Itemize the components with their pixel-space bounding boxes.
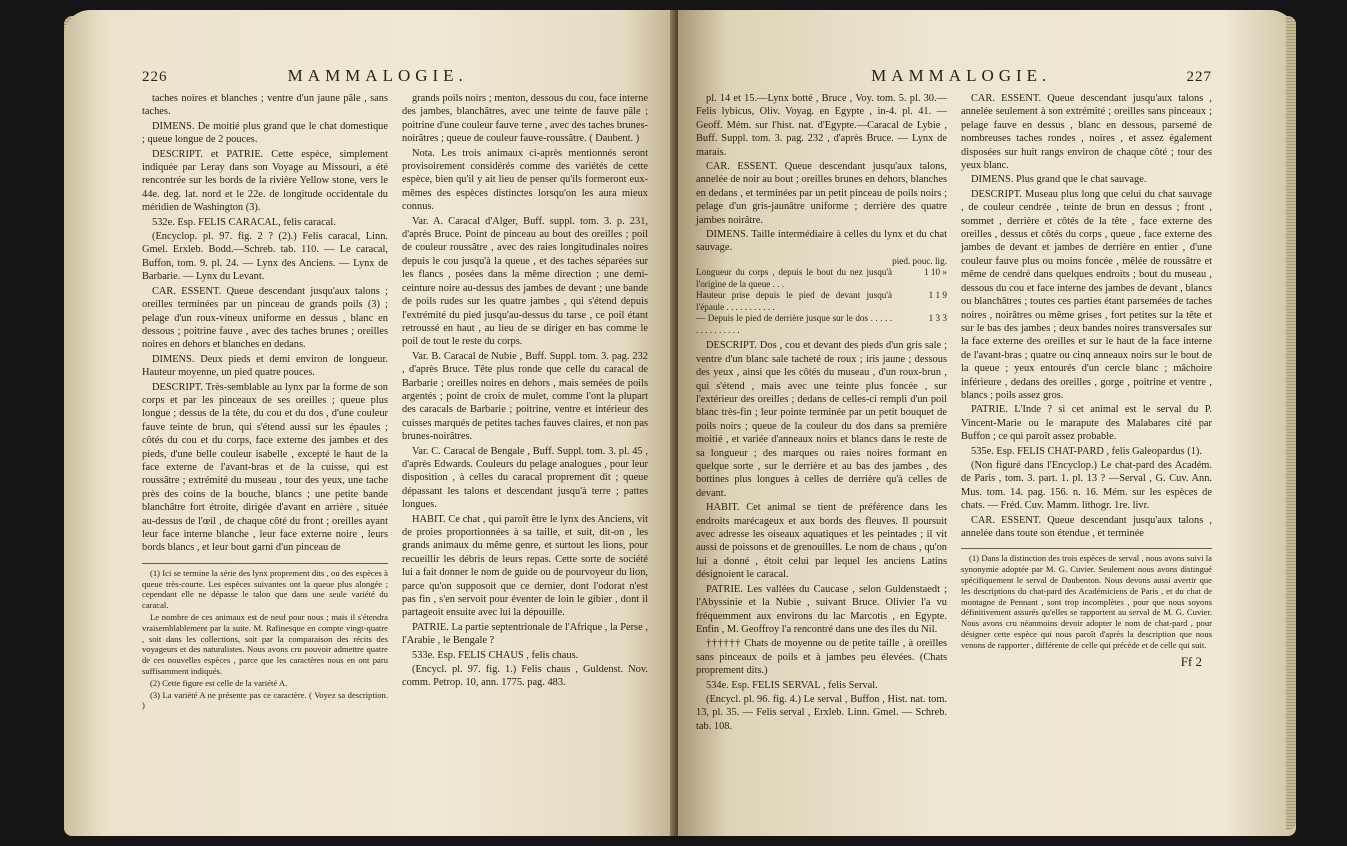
paragraph: DESCRIPT. et PATRIE. Cette espèce, simplement indiquée par Leray dans son Voyage au Missouri, a été rencontrée sur les bords de la rivière Yellow stone, vers le 44e. deg. lat. nord et le 22e. de longitude occidentale du méridien de Washington (3). [142,148,388,214]
paragraph: DESCRIPT. Dos , cou et devant des pieds d'un gris sale ; ventre d'un blanc sale tacheté de roux ; iris jaune ; dessous des yeux , ainsi que les côtés du museau , d'un roux-brun , qui s'étend , mais avec une teinte plus foncée , sur l'extérieur des oreilles ; dedans de celles-ci rempli d'un poil blanc très-fin ; leur pointe terminée par un petit bouquet de poils noirs ; queue de la couleur du dos dans sa première moitié , et variée d'anneaux noirs et blancs dans le reste de sa longueur ; des marques ou raies noires formant en quelque sorte , sur le derrière et au bas des jambes , des bottines plus longues à celles de derrière qu'à celles de devant. [696,340,947,499]
left-col2-text [402,92,648,690]
left-page-header [142,66,648,86]
paragraph: Nota. Les trois animaux ci-après mentionnés seront provisoirement considérés comme des variétés de cette espèce, bien qu'il y ait lieu de penser qu'ils formeront eux-mêmes des espèces distinctes lorsqu'on les aura mieux connus. [402,147,648,213]
right-columns [696,92,1212,734]
paragraph: DESCRIPT. Très-semblable au lynx par la forme de son corps et par les pinceaux de ses oreilles ; queue plus longue ; dessus de la tête, du cou et du dos , d'une couleur fauve teinte de brun, qui s'étend aussi sur les épaules ; côtés du cou et du corps, face externe des jambes et des pieds, d'une belle couleur isabelle , excepté le haut de la face externe de l'avant-bras et de la cuisse, qui est roussâtre ; extrémité du museau , tour des yeux, une tache près des coins de la bouche, blancs ; une petite bande blanchâtre fort étroite, dirigée d'avant en arrière , située au-dessus de l'œil , de chaque côté du front ; oreilles ayant leur face interne blanche , leur face externe noire , leurs bords blancs , et leur bout garni d'un pinceau de [142,381,388,554]
right-page-number: 227 [1186,69,1212,85]
paragraph: PATRIE. Les vallées du Caucase , selon Guldenstaedt ; l'Abyssinie et la Nubie , suivant Bruce. Olivier l'a vu fréquemment aux environs du lac Marcotis , en Egypte. Enfin , M. Geoffroy l'a rencontré dans une des îles du Nil. [696,583,947,635]
paragraph: (Encyclop. pl. 97. fig. 2 ? (2).) Felis caracal, Linn. Gmel. Erxleb. Bodd.—Schreb. tab. 110. — Le caracal, Buffon, tom. 9. pl. 24. — Lynx des Anciens. — Lynx de Barbarie. — Lynx du Levant. [142,231,388,283]
paragraph: †††††† Chats de moyenne ou de petite taille , à oreilles sans pinceaux de poils et à jambes peu élevées. (Chats proprement dits.) [696,638,947,677]
left-col1-footnotes [142,563,388,711]
measurement-label: Hauteur prise depuis le pied de devant jusqu'à l'épaule . . . . . . . . . . . [696,290,893,312]
right-col2-text [961,92,1212,540]
paragraph: DESCRIPT. Museau plus long que celui du chat sauvage , de couleur cendrée , teinte de brun en dessus ; front , sommet , derrière et côtés de la tête , face externe des oreilles , dessus et côtés du corps , queue , face externe des jambes de devant et jambes de derrière en entier , d'une couleur fauve plus ou moins foncée , mêlée de roussâtre et même de cendré dans quelques endroits ; bout du museau , dessous du cou et face interne des jambes de devant , blancs ou blanchâtres ; toutes ces parties étant parsemées de taches noires , noirâtres ou même grises , fort petites sur la tête et sur le bas des jambes ; deux bandes noires transversales sur la face externe des oreilles et sur le haut de la face interne de l'avant-bras ; quatre ou cinq anneaux noirs sur le bout de la queue ; yeux entourés d'un cercle blanc ; mâchoire inférieure , dedans des oreilles , gorge , poitrine et ventre , blancs ; poils assez gros. [961,188,1212,401]
paragraph: 535e. Esp. FELIS CHAT-PARD , felis Galeopardus (1). [971,445,1202,457]
paragraph: 533e. Esp. FELIS CHAUS , felis chaus. [412,649,579,661]
paragraph: CAR. ESSENT. Queue descendant jusqu'aux talons, annelée de noir au bout ; oreilles brunes en dehors, blanches en dedans , et terminées par un petit pinceau de poils noirs ; pelage d'un gris-jaunâtre uniforme ; derrière des quatre jambes noirâtre. [696,161,947,226]
left-page-number: 226 [142,69,168,85]
left-columns [142,92,648,712]
signature-mark: Ff 2 [1180,653,1202,669]
right-col1-text-after [696,339,947,733]
paragraph: (3) La variété A ne présente pas ce caractère. ( Voyez sa description. ) [142,689,388,711]
right-page-edges [1286,16,1296,830]
right-page-header [696,66,1212,86]
measurement-label: — Depuis le pied de derrière jusque sur le dos . . . . . . . . . . . . . . . [696,313,893,335]
right-page [678,10,1296,836]
measurement-row [696,267,947,290]
measurements-units: pied. pouc. lig. [892,255,947,266]
paragraph: pl. 14 et 15.—Lynx botté , Bruce , Voy. tom. 5. pl. 30.—Felis lybicus, Oliv. Voyag. en Egypte , in-4. pl. 41. — Geoff. Mém. sur l'hist. nat. d'Egypte.—Caracal de Lybie , Buff. Suppl. tom. 3. pag. 232 , d'après Bruce. — Lynx de marais. [696,93,947,158]
paragraph: (1) Ici se termine la série des lynx proprement dits , ou des espèces à queue très-courte. Les espèces suivantes ont la queue plus alongée ; cependant elle ne dépasse le talon que dans une seule variété du caracal. [142,567,388,611]
paragraph: Var. B. Caracal de Nubie , Buff. Suppl. tom. 3. pag. 232 , d'après Bruce. Tête plus ronde que celle du caracal de Barbarie ; oreilles noires en dehors , mais semées de poils argentés ; point de croix de mulet, comme l'ont la plupart des caracals de Barbarie ; poitrine, ventre et intérieur des cuisses marqués de petites taches fauves claires, et non pas brunes-noirâtres. [402,350,648,443]
measurement-row [696,313,947,336]
paragraph: Le nombre de ces animaux est de neuf pour nous ; mais il s'étendra vraisemblablement par la suite. M. Rafinesque en compte vingt-quatre , soit dans les collections, soit par la comparaison des récits des voyageurs et des naturalistes. Nous avons cru pouvoir admettre quatre de ces nouvelles espèces , parce que les caractères nous en ont paru suffisamment indiqués. [142,612,388,676]
left-running-title: MAMMALOGIE. [287,66,468,85]
paragraph: PATRIE. L'Inde ? si cet animal est le serval du P. Vincent-Marie ou le marapute des Malabares cité par Buffon ; ce qui paroît assez probable. [961,404,1212,443]
paragraph: CAR. ESSENT. Queue descendant jusqu'aux talons , annelée seulement à son extrémité ; oreilles sans pinceaux ; pelage fauve en dessus , blanc en dessous, parsemé de nombreuses taches rondes , noires , et assez également disposées sur huit rangs environ de chaque côté ; tour des yeux blanc. [961,93,1212,172]
measurements-table [696,256,947,337]
paragraph: HABIT. Cet animal se tient de préférence dans les endroits marécageux et aux bords des fleuves. Il poursuit avec adresse les oiseaux aquatiques et les peintades ; il vit aussi de poissons et de grenouilles. Le nom de chaus , qu'on lui a donné , étoit celui par lequel les anciens Latins désignoient le caracal. [696,502,947,581]
paragraph: DIMENS. De moitié plus grand que le chat domestique ; queue longue de 2 pouces. [142,120,388,146]
left-column-2 [402,92,648,712]
measurement-value: 1 3 3 [928,313,947,324]
paragraph: grands poils noirs ; menton, dessous du cou, face interne des jambes, blanchâtres, avec une teinte de fauve pâle ; poitrine d'une couleur fauve terne , avec des taches brunes-noirâtres ; queue de couleur fauve-roussâtre. ( Daubent. ) [402,93,648,145]
right-column-1 [696,92,947,734]
paragraph: CAR. ESSENT. Queue descendant jusqu'aux talons ; oreilles terminées par un pinceau de grands poils (3) ; pelage d'un roux-vineux uniforme en dessus , blanc en dessous ; poitrine fauve , avec des taches brunes ; oreilles noires en dehors et blanches en dedans. [142,285,388,351]
paragraph: (Encycl. pl. 97. fig. 1.) Felis chaus , Guldenst. Nov. comm. Petrop. 10, ann. 1775. pag. 483. [402,664,648,689]
right-running-title: MAMMALOGIE. [871,66,1052,85]
left-col1-text [142,92,388,555]
paragraph: CAR. ESSENT. Queue descendant jusqu'aux talons , annelée dans toute son étendue , et terminée [961,514,1212,539]
right-col2-footnotes [961,548,1212,650]
paragraph: HABIT. Ce chat , qui paroît être le lynx des Anciens, vit de proies proportionnées à sa taille, et suit, dit-on , les grands animaux du même genre, et surtout les lions, pour recueillir les débris de leurs repas. Cette sorte de société lui a fait donner le nom de guide ou de pourvoyeur du lion, parce qu'on supposoit que ce dernier, dont l'odorat n'est pas fin , s'en servoit pour éventer de loin le gibier , dont il partageoit ensuite avec lui la dépouille. [402,513,648,619]
paragraph: DIMENS. Deux pieds et demi environ de longueur. Hauteur moyenne, un pied quatre pouces. [142,353,388,379]
paragraph: DIMENS. Plus grand que le chat sauvage. [971,174,1147,186]
paragraph: 532e. Esp. FELIS CARACAL, felis caracal. [152,216,336,228]
paragraph: 534e. Esp. FELIS SERVAL , felis Serval. [706,679,878,691]
measurement-row [696,290,947,313]
paragraph: (2) Cette figure est celle de la variété A. [150,677,288,688]
paragraph: PATRIE. La partie septentrionale de l'Afrique , la Perse , l'Arabie , le Bengale ? [402,621,648,647]
measurement-label: Longueur du corps , depuis le bout du nez jusqu'à l'origine de la queue . . . [696,267,893,289]
paragraph: Var. A. Caracal d'Alger, Buff. suppl. tom. 3. p. 231, d'après Bruce. Point de pinceau au bout des oreilles ; poil de couleur roussâtre , avec des raies longitudinales noires depuis le cou jusqu'à la queue , et des taches séparées sur les flancs , posées dans la même direction ; une demi-ceinture noire au-dessus des jambes de devant ; une bande de poils rudes sur les quatre jambes , qui s'étend depuis l'extrémité du pied jusqu'au-dessus du tarse , ce poil étant retroussé en haut , au lieu de se diriger en bas comme le poil de tout le reste du corps. [402,215,648,348]
left-column-1 [142,92,388,712]
paragraph: (1) Dans la distinction des trois espèces de serval , nous avons suivi la synonymie adoptée par M. G. Cuvier. Seulement nous avons distingué spécifiquement le serval de Daubenton. Nous devons aussi avertir que les descriptions du chat-pard des Académiciens de Paris , et du chat de montagne de Pennant , sont trop incomplètes , pour que nous soyons définitivement assurés qu'elles se rapportent au serval de M. G. Cuvier. Nous avons cru néanmoins devoir adopter le nom de chat-pard , pour désigner cette espèce qui nous paroît d'après la description que nous venons de rapporter , différente de celle qui précède et de celle qui suit. [961,553,1212,650]
measurements-header-row [696,256,947,268]
paragraph: DIMENS. Taille intermédiaire à celles du lynx et du chat sauvage. [696,229,947,254]
right-col1-text-before [696,92,947,255]
paragraph: Var. C. Caracal de Bengale , Buff. Suppl. tom. 3. pl. 45 , d'après Edwards. Couleurs du pelage analogues , pour leur disposition , à celles du caracal proprement dit ; queue dépassant les talons et descendant jusqu'à terre ; pattes longues. [402,445,648,511]
paragraph: (Non figuré dans l'Encyclop.) Le chat-pard des Académ. de Paris , tom. 3. part. 1. pl. 13 ? —Serval , G. Cuv. Ann. Mus. tom. 14. pag. 156. n. 16. Mém. sur les espèces de chats. — Fréd. Cuv. Mamm. lithogr. 1re. livr. [961,459,1212,512]
paragraph: taches noires et blanches ; ventre d'un jaune pâle , sans taches. [142,93,388,118]
paragraph: (Encycl. pl. 96. fig. 4.) Le serval , Buffon , Hist. nat. tom. 13, pl. 35. — Felis serval , Erxleb. Linn. Gmel. — Schreb. tab. 108. [696,693,947,732]
measurement-value: 1 10 » [924,267,947,278]
left-page [64,10,686,836]
right-column-2 [961,92,1212,734]
measurement-value: 1 1 9 [928,290,947,301]
book-spread [64,10,1296,836]
